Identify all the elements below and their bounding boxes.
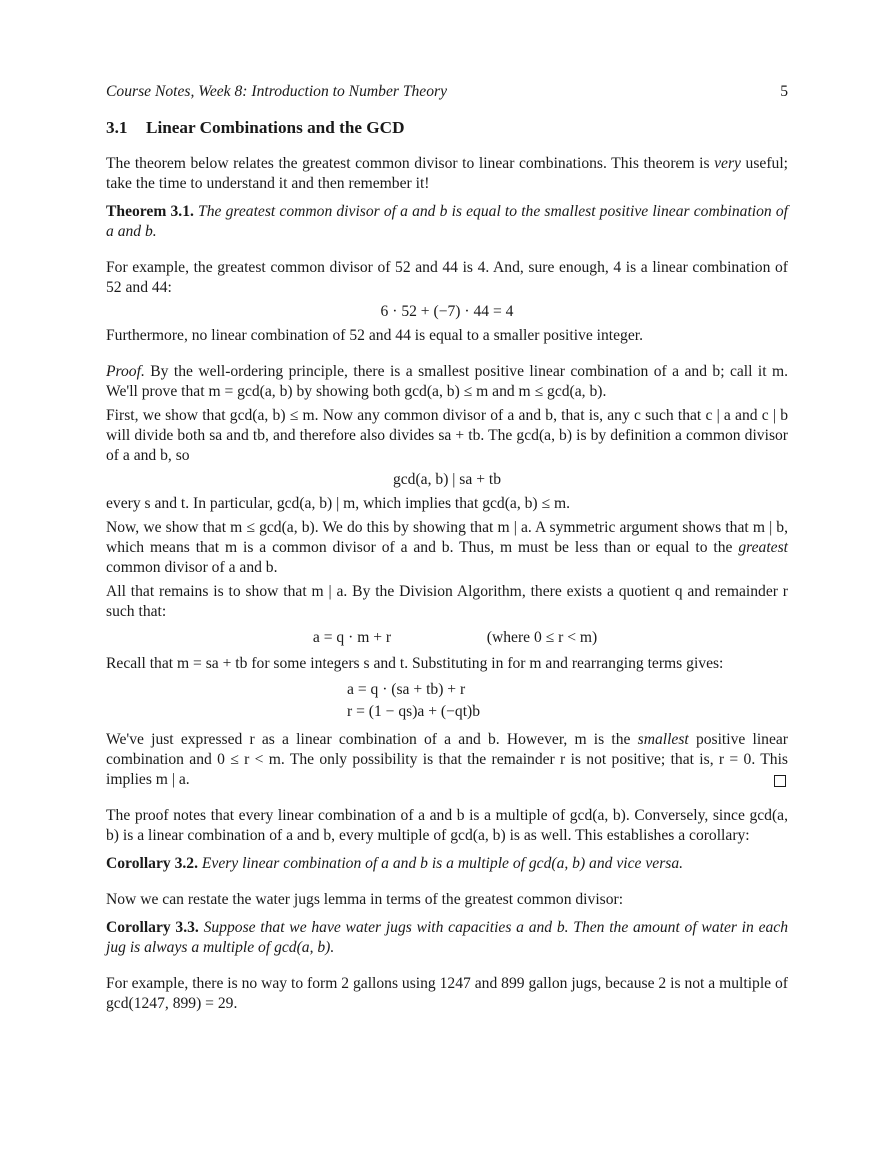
- section-heading: [106, 118, 788, 138]
- proof-label: Proof.: [106, 363, 145, 380]
- equation-line-1: a = q · (sa + tb) + r: [347, 681, 466, 698]
- proof-paragraph-1: [106, 362, 788, 402]
- theorem-3-1: [106, 202, 788, 242]
- header-title: Course Notes, Week 8: Introduction to Number Theory: [106, 83, 448, 100]
- proof-paragraph-4: [106, 518, 788, 578]
- proof-text-7c: positive linear combination and 0 ≤ r < m. The only possibility is that the remainder r is not positive; that is, r = 0. This implies m | a.: [106, 731, 788, 788]
- division-equation: a = q · m + r: [312, 629, 392, 646]
- corollary-3-3-statement: Suppose that we have water jugs with capacities a and b. Then the amount of water in each jug is always a multiple of gcd(a, b).: [106, 919, 788, 956]
- intro-paragraph: [106, 154, 788, 194]
- intro-text-1: The theorem below relates the greatest common divisor to linear combinations. This theorem is: [106, 155, 715, 172]
- theorem-label: Theorem 3.1.: [106, 203, 194, 220]
- equation-line-2: r = (1 − qs)a + (−qt)b: [347, 703, 481, 720]
- proof-text-4a: Now, we show that m ≤ gcd(a, b). We do this by showing that m | a. A symmetric argument shows that m | b, which means that m is a common divisor of a and b. Thus, m must be less than or equal to the: [106, 519, 788, 556]
- division-condition: (where 0 ≤ r < m): [486, 629, 598, 646]
- division-algorithm-equation: [106, 628, 788, 648]
- proof-text-7a: We've just expressed r as a linear combination of a and b. However, m is the: [106, 731, 638, 748]
- example-followup: Furthermore, no linear combination of 52 and 44 is equal to a smaller positive integer.: [106, 327, 643, 344]
- proof-paragraph-2: First, we show that gcd(a, b) ≤ m. Now any common divisor of a and b, that is, any c such that c | a and c | b will divide both sa and tb, and therefore also divides sa + tb. The gcd(a, b) is by definition a common divisor of a and b, so: [106, 407, 788, 464]
- corollary-3-2-statement: Every linear combination of a and b is a multiple of gcd(a, b) and vice versa.: [201, 855, 684, 872]
- example-2-paragraph: For example, there is no way to form 2 gallons using 1247 and 899 gallon jugs, because 2 is not a multiple of gcd(1247, 899) = 29.: [106, 975, 788, 1012]
- page: [106, 82, 788, 1014]
- example-equation: 6 · 52 + (−7) · 44 = 4: [380, 303, 514, 320]
- restate-paragraph: Now we can restate the water jugs lemma in terms of the greatest common divisor:: [106, 891, 624, 908]
- corollary-3-3-label: Corollary 3.3.: [106, 919, 199, 936]
- section-title: Linear Combinations and the GCD: [146, 118, 405, 137]
- proof-text-4c: common divisor of a and b.: [106, 559, 278, 576]
- proof-paragraph-3: every s and t. In particular, gcd(a, b) | m, which implies that gcd(a, b) ≤ m.: [106, 495, 570, 512]
- proof-paragraph-5: All that remains is to show that m | a. By the Division Algorithm, there exists a quotient q and remainder r such that:: [106, 583, 788, 620]
- corollary-3-2-label: Corollary 3.2.: [106, 855, 198, 872]
- example-paragraph: For example, the greatest common divisor of 52 and 44 is 4. And, sure enough, 4 is a linear combination of 52 and 44:: [106, 259, 788, 296]
- proof-paragraph-6: Recall that m = sa + tb for some integers s and t. Substituting in for m and rearranging terms gives:: [106, 655, 724, 672]
- proof-paragraph-7: [106, 730, 788, 790]
- running-header: [106, 82, 788, 104]
- proof-emphasis-smallest: smallest: [637, 731, 689, 748]
- after-proof-paragraph: The proof notes that every linear combination of a and b is a multiple of gcd(a, b). Conversely, since gcd(a, b) is a linear combination of a and b, every multiple of gcd(a, b) is as well. This establishes a corollary:: [106, 807, 788, 844]
- proof-emphasis-greatest: greatest: [738, 539, 788, 556]
- section-number: 3.1: [106, 118, 128, 137]
- corollary-3-2: [106, 854, 788, 874]
- rearranged-equations: [347, 680, 547, 724]
- corollary-3-3: [106, 918, 788, 958]
- intro-text-2: useful; take the time to understand it and then remember it!: [106, 155, 788, 192]
- qed-square-icon: [774, 775, 786, 787]
- gcd-divides-equation: gcd(a, b) | sa + tb: [392, 471, 502, 488]
- intro-emphasis: very: [714, 155, 741, 172]
- theorem-statement: The greatest common divisor of a and b is equal to the smallest positive linear combination of a and b.: [106, 203, 788, 240]
- proof-text-1: By the well-ordering principle, there is a smallest positive linear combination of a and b; call it m. We'll prove that m = gcd(a, b) by showing both gcd(a, b) ≤ m and m ≤ gcd(a, b).: [106, 363, 788, 400]
- page-number: 5: [780, 83, 788, 100]
